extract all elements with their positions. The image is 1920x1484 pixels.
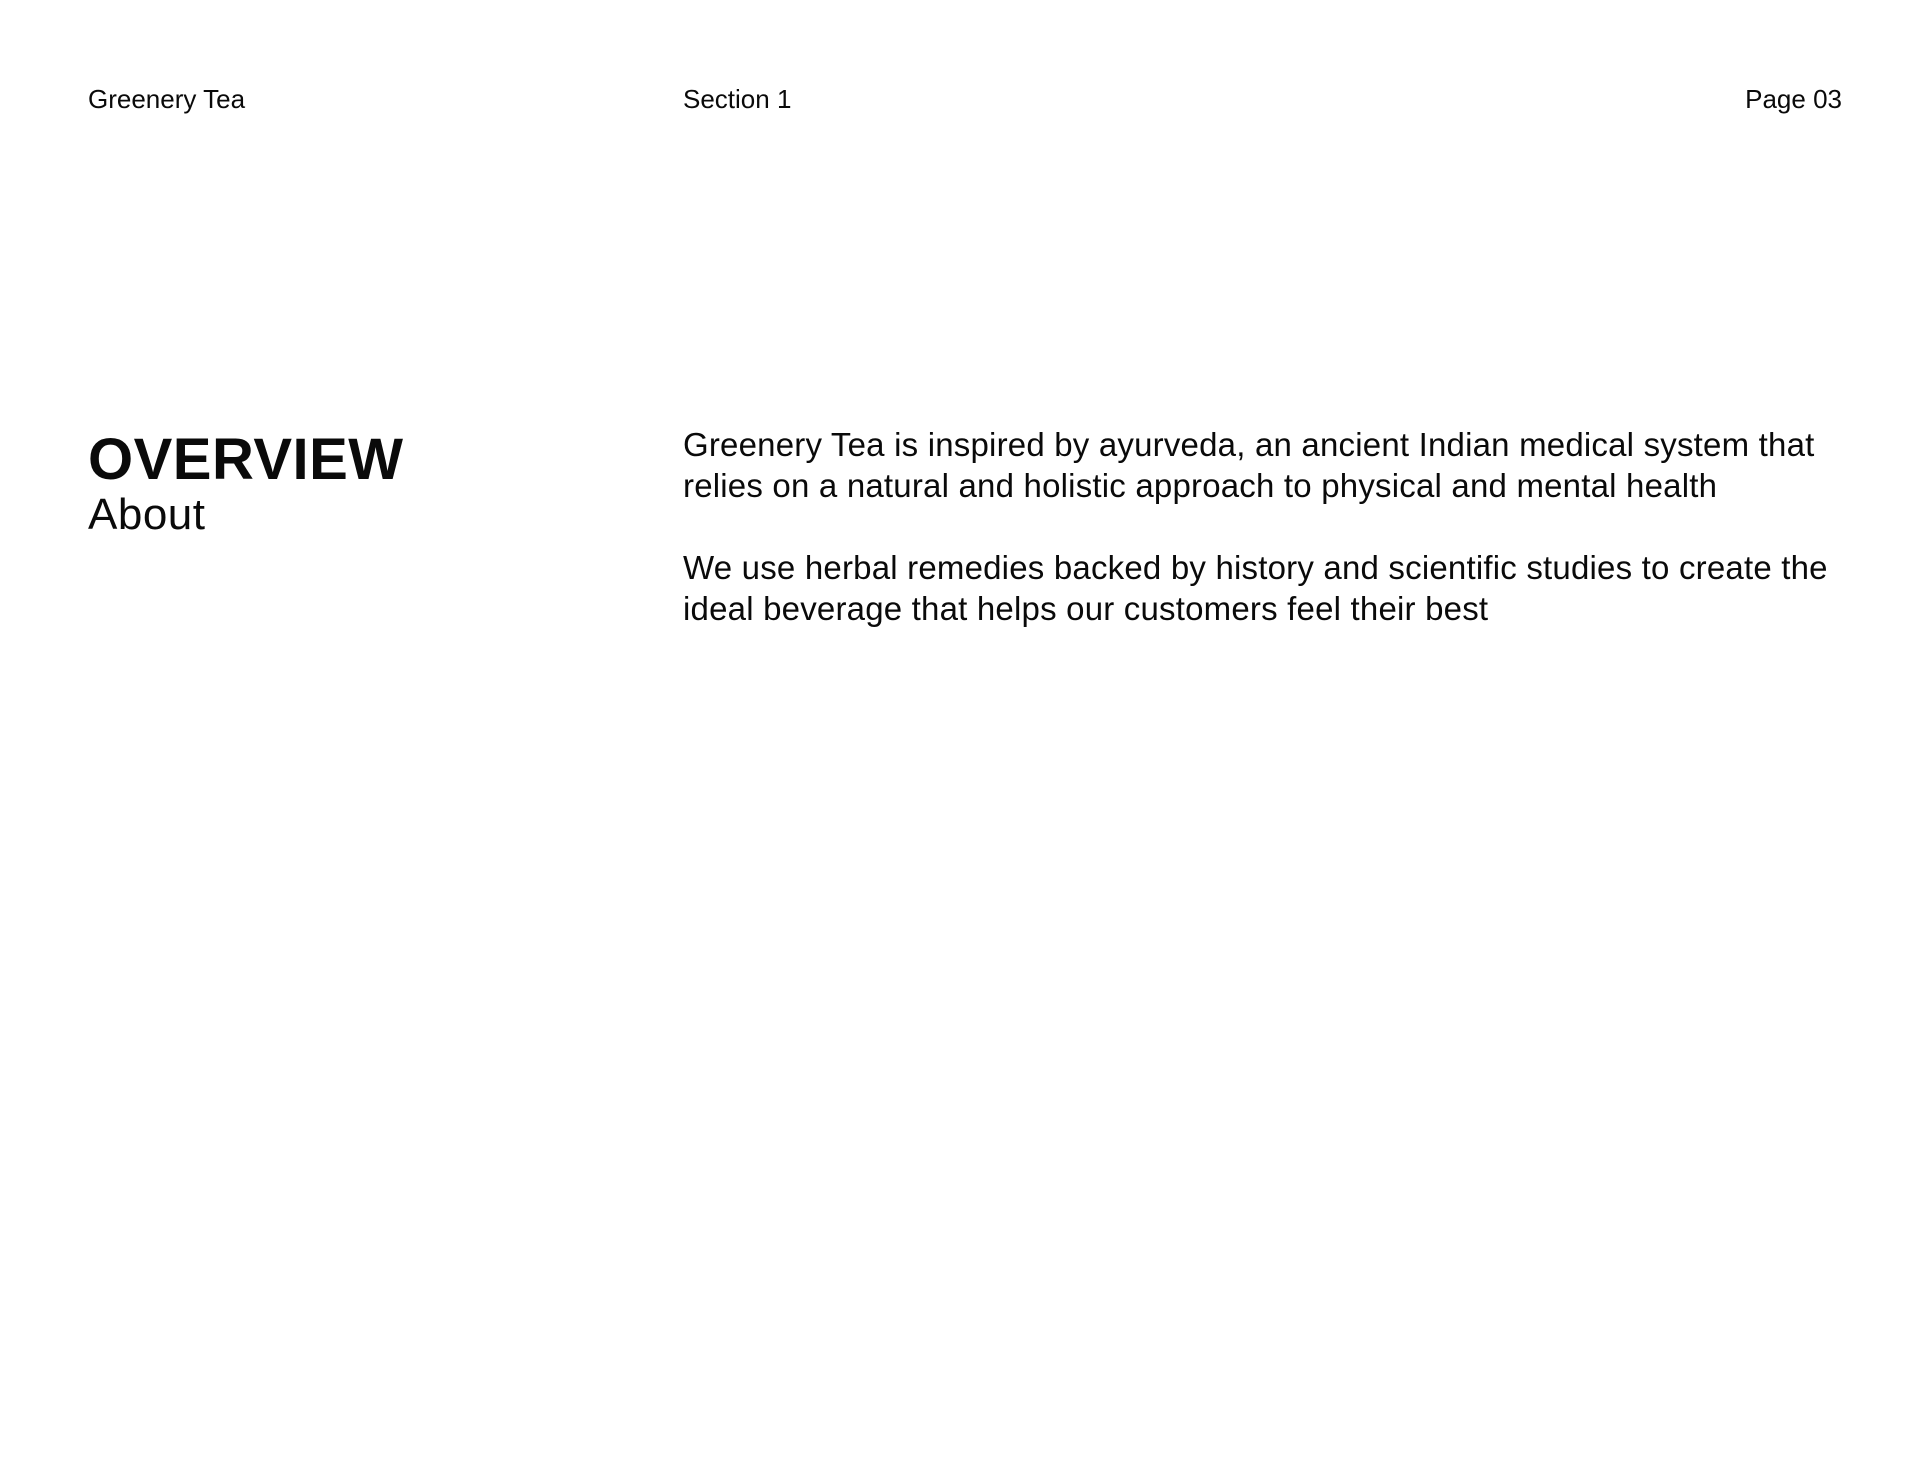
overview-body xyxy=(683,424,1843,629)
section-label: Section 1 xyxy=(683,84,792,114)
page-number: Page 03 xyxy=(1745,84,1842,114)
overview-heading-block xyxy=(88,428,608,538)
page-header xyxy=(88,82,1842,122)
page-title: OVERVIEW xyxy=(88,427,404,492)
body-paragraph: We use herbal remedies backed by history and scientific studies to create the ideal beverage that helps our customers feel their best xyxy=(683,549,1828,627)
page-subtitle: About xyxy=(88,490,206,539)
body-paragraph: Greenery Tea is inspired by ayurveda, an ancient Indian medical system that relies on a natural and holistic approach to physical and mental health xyxy=(683,426,1815,504)
brand-name: Greenery Tea xyxy=(88,84,246,114)
